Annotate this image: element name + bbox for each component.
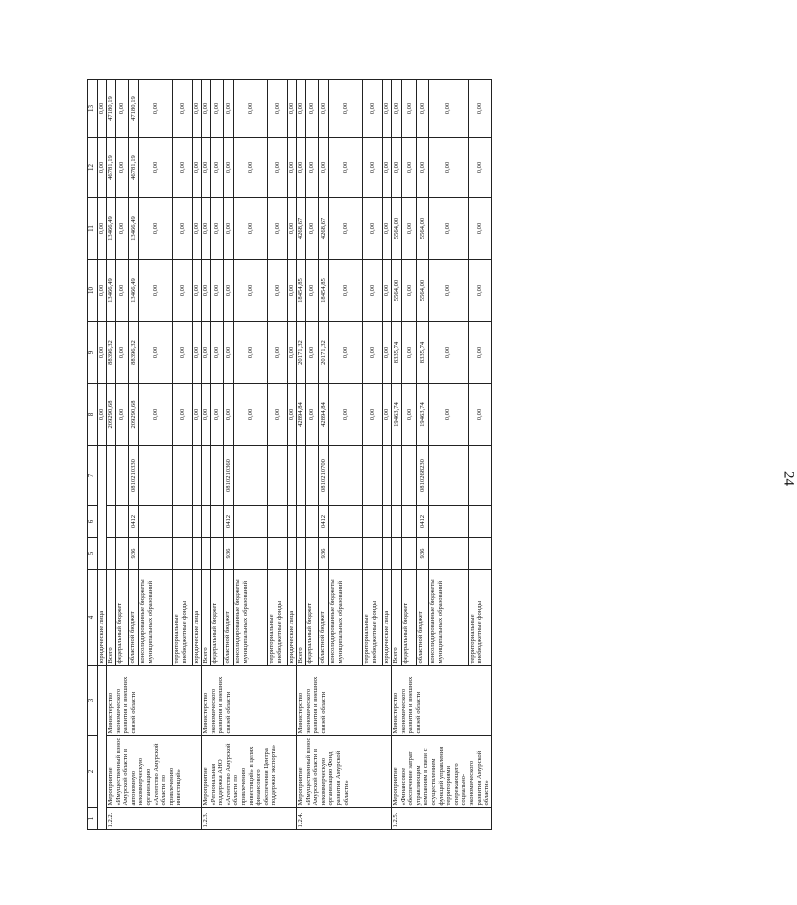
value-cell: 0,00 xyxy=(193,260,202,322)
empty-cell xyxy=(234,506,268,538)
value-cell: 0,00 xyxy=(268,198,288,260)
value-cell: 0,00 xyxy=(429,80,468,138)
empty-cell xyxy=(363,446,383,506)
value-cell: 0,00 xyxy=(402,138,417,198)
column-number: 1 xyxy=(88,808,98,830)
value-cell: 0,00 xyxy=(392,138,402,198)
value-cell: 0,00 xyxy=(468,322,491,384)
empty-cell xyxy=(234,446,268,506)
value-cell: 0,00 xyxy=(383,80,392,138)
value-cell: 0,00 xyxy=(98,322,107,384)
value-cell: 0,00 xyxy=(224,198,234,260)
value-cell: 0,00 xyxy=(468,80,491,138)
value-cell: 20171,32 xyxy=(297,322,306,384)
header-row xyxy=(88,80,98,830)
column-number: 8 xyxy=(88,384,98,446)
empty-cell xyxy=(211,506,224,538)
value-cell: 0,00 xyxy=(329,198,363,260)
empty-cell xyxy=(306,446,319,506)
value-cell: 0,00 xyxy=(468,260,491,322)
csr-code: 0810268230 xyxy=(417,446,429,506)
value-cell: 0,00 xyxy=(116,198,129,260)
empty-cell xyxy=(268,506,288,538)
value-cell: 4268,67 xyxy=(319,198,329,260)
value-cell: 0,00 xyxy=(116,260,129,322)
value-cell: 0,00 xyxy=(383,260,392,322)
value-cell: 47180,19 xyxy=(129,80,139,138)
item-executor: Министерство экономического развития и внешних связей области xyxy=(107,666,202,736)
empty-cell xyxy=(234,538,268,570)
value-cell: 0,00 xyxy=(234,260,268,322)
value-cell: 0,00 xyxy=(268,384,288,446)
value-cell: 0,00 xyxy=(211,384,224,446)
value-cell: 46781,19 xyxy=(107,138,116,198)
item-executor: Министерство экономического развития и внешних связей области xyxy=(297,666,392,736)
value-cell: 0,00 xyxy=(288,138,297,198)
empty-cell xyxy=(288,506,297,538)
empty-cell xyxy=(173,506,193,538)
source-label: консолидированные бюджеты муниципальных образований xyxy=(329,570,363,666)
value-cell: 19463,74 xyxy=(392,384,402,446)
value-cell: 209290,68 xyxy=(129,384,139,446)
value-cell: 0,00 xyxy=(268,322,288,384)
source-label: Всего xyxy=(297,570,306,666)
empty-cell xyxy=(429,506,468,538)
value-cell: 0,00 xyxy=(139,384,173,446)
value-cell: 0,00 xyxy=(173,80,193,138)
column-number: 12 xyxy=(88,138,98,198)
source-label: территориальные внебюджетные фонды xyxy=(173,570,193,666)
value-cell: 0,00 xyxy=(173,260,193,322)
column-number: 4 xyxy=(88,570,98,666)
value-cell: 0,00 xyxy=(288,80,297,138)
value-cell: 0,00 xyxy=(383,138,392,198)
value-cell: 0,00 xyxy=(139,80,173,138)
page-number: 24 xyxy=(780,471,797,486)
value-cell: 5564,00 xyxy=(392,260,402,322)
value-cell: 0,00 xyxy=(329,322,363,384)
value-cell: 5564,00 xyxy=(417,260,429,322)
value-cell: 0,00 xyxy=(234,322,268,384)
value-cell: 0,00 xyxy=(193,138,202,198)
value-cell: 0,00 xyxy=(98,138,107,198)
value-cell: 0,00 xyxy=(224,138,234,198)
value-cell: 0,00 xyxy=(202,322,211,384)
empty-cell xyxy=(139,538,173,570)
value-cell: 0,00 xyxy=(211,138,224,198)
item-number: 1.2.4. xyxy=(297,808,392,830)
value-cell: 0,00 xyxy=(468,138,491,198)
empty-cell xyxy=(392,506,402,538)
item-name: Мероприятие «Имущественный взнос Амурской области в некоммерческую организацию Фонд развития Амурской области» xyxy=(297,736,392,808)
value-cell: 0,00 xyxy=(402,260,417,322)
source-label: федеральный бюджет xyxy=(211,570,224,666)
empty-cell xyxy=(383,506,392,538)
column-number: 7 xyxy=(88,446,98,506)
value-cell: 0,00 xyxy=(329,260,363,322)
value-cell: 0,00 xyxy=(402,322,417,384)
continuation-row xyxy=(98,80,107,830)
value-cell: 0,00 xyxy=(392,80,402,138)
value-cell: 8335,74 xyxy=(392,322,402,384)
empty-cell xyxy=(392,538,402,570)
column-number: 6 xyxy=(88,506,98,538)
empty-cell xyxy=(116,538,129,570)
empty-cell xyxy=(288,538,297,570)
empty-cell xyxy=(306,538,319,570)
value-cell: 0,00 xyxy=(211,260,224,322)
source-label: Всего xyxy=(202,570,211,666)
source-label: территориальные внебюджетные фонды xyxy=(268,570,288,666)
value-cell: 0,00 xyxy=(306,198,319,260)
value-cell: 0,00 xyxy=(234,384,268,446)
empty-cell xyxy=(107,506,116,538)
item-executor: Министерство экономического развития и внешних связей области xyxy=(392,666,492,736)
empty-cell xyxy=(402,506,417,538)
empty-cell xyxy=(468,506,491,538)
empty-cell xyxy=(139,446,173,506)
value-cell: 0,00 xyxy=(98,260,107,322)
empty-cell xyxy=(383,446,392,506)
value-cell: 0,00 xyxy=(363,198,383,260)
value-cell: 0,00 xyxy=(202,384,211,446)
source-label: консолидированные бюджеты муниципальных образований xyxy=(429,570,468,666)
value-cell: 0,00 xyxy=(363,260,383,322)
value-cell: 0,00 xyxy=(139,260,173,322)
column-number: 3 xyxy=(88,666,98,736)
value-cell: 0,00 xyxy=(306,138,319,198)
value-cell: 0,00 xyxy=(363,384,383,446)
item-number: 1.2.5. xyxy=(392,808,492,830)
empty-cell xyxy=(116,446,129,506)
source-label: федеральный бюджет xyxy=(402,570,417,666)
table-row xyxy=(202,80,211,830)
empty-cell xyxy=(402,538,417,570)
value-cell: 0,00 xyxy=(211,322,224,384)
value-cell: 18454,85 xyxy=(319,260,329,322)
value-cell: 0,00 xyxy=(202,198,211,260)
value-cell: 0,00 xyxy=(234,80,268,138)
empty-cell xyxy=(98,446,107,570)
value-cell: 42894,84 xyxy=(297,384,306,446)
empty-cell xyxy=(288,446,297,506)
value-cell: 0,00 xyxy=(268,260,288,322)
value-cell: 0,00 xyxy=(98,198,107,260)
source-label: Всего xyxy=(392,570,402,666)
value-cell: 0,00 xyxy=(417,138,429,198)
empty-cell xyxy=(268,538,288,570)
column-number: 9 xyxy=(88,322,98,384)
value-cell: 4268,67 xyxy=(297,198,306,260)
value-cell: 0,00 xyxy=(429,138,468,198)
value-cell: 0,00 xyxy=(319,138,329,198)
value-cell: 0,00 xyxy=(363,80,383,138)
source-label: юридические лица xyxy=(193,570,202,666)
value-cell: 0,00 xyxy=(417,80,429,138)
value-cell: 0,00 xyxy=(429,384,468,446)
value-cell: 0,00 xyxy=(402,198,417,260)
empty-cell xyxy=(429,446,468,506)
empty-cell xyxy=(211,446,224,506)
empty-cell xyxy=(363,538,383,570)
value-cell: 0,00 xyxy=(268,80,288,138)
source-label: областной бюджет xyxy=(417,570,429,666)
table-row xyxy=(297,80,306,830)
source-label: областной бюджет xyxy=(224,570,234,666)
source-label: областной бюджет xyxy=(319,570,329,666)
empty-cell xyxy=(363,506,383,538)
value-cell: 0,00 xyxy=(383,384,392,446)
value-cell: 0,00 xyxy=(288,198,297,260)
value-cell: 0,00 xyxy=(363,322,383,384)
source-label: юридические лица xyxy=(288,570,297,666)
empty-cell xyxy=(173,446,193,506)
value-cell: 0,00 xyxy=(224,322,234,384)
value-cell: 0,00 xyxy=(139,322,173,384)
value-cell: 0,00 xyxy=(429,198,468,260)
empty-cell xyxy=(173,538,193,570)
empty-cell xyxy=(468,446,491,506)
value-cell: 13466,49 xyxy=(107,198,116,260)
value-cell: 0,00 xyxy=(98,80,107,138)
rzpr-code: 0412 xyxy=(129,506,139,538)
value-cell: 0,00 xyxy=(306,80,319,138)
value-cell: 88396,32 xyxy=(107,322,116,384)
value-cell: 0,00 xyxy=(429,260,468,322)
column-number: 2 xyxy=(88,736,98,808)
value-cell: 0,00 xyxy=(329,138,363,198)
column-number: 13 xyxy=(88,80,98,138)
empty-cell xyxy=(329,506,363,538)
value-cell: 0,00 xyxy=(306,384,319,446)
table-row xyxy=(107,80,116,830)
value-cell: 5564,00 xyxy=(392,198,402,260)
item-number: 1.2.2. xyxy=(107,808,202,830)
value-cell: 0,00 xyxy=(193,80,202,138)
rzpr-code: 0412 xyxy=(417,506,429,538)
value-cell: 0,00 xyxy=(288,260,297,322)
rotated-sheet xyxy=(87,80,607,830)
column-number: 5 xyxy=(88,538,98,570)
value-cell: 0,00 xyxy=(116,322,129,384)
value-cell: 209290,68 xyxy=(107,384,116,446)
source-label: консолидированные бюджеты муниципальных образований xyxy=(234,570,268,666)
csr-code: 0810210700 xyxy=(319,446,329,506)
rzpr-code: 0412 xyxy=(224,506,234,538)
value-cell: 0,00 xyxy=(193,384,202,446)
value-cell: 0,00 xyxy=(468,384,491,446)
value-cell: 0,00 xyxy=(116,138,129,198)
source-label: федеральный бюджет xyxy=(116,570,129,666)
empty-cell xyxy=(107,538,116,570)
value-cell: 0,00 xyxy=(306,260,319,322)
empty-cell xyxy=(306,506,319,538)
value-cell: 0,00 xyxy=(193,198,202,260)
empty-cell xyxy=(468,538,491,570)
value-cell: 0,00 xyxy=(234,198,268,260)
value-cell: 19463,74 xyxy=(417,384,429,446)
value-cell: 0,00 xyxy=(139,138,173,198)
value-cell: 47180,19 xyxy=(107,80,116,138)
item-name: Мероприятие «Региональная поддержка АНО «Агентство Амурской области по привлечению инвестиций» в целях финансового обеспечения Центра поддержки экспорта» xyxy=(202,736,297,808)
empty-cell xyxy=(297,446,306,506)
source-label: консолидированные бюджеты муниципальных образований xyxy=(139,570,173,666)
empty-cell xyxy=(193,506,202,538)
empty-cell xyxy=(297,538,306,570)
grbs-code: 936 xyxy=(319,538,329,570)
value-cell: 0,00 xyxy=(173,198,193,260)
grbs-code: 936 xyxy=(129,538,139,570)
value-cell: 0,00 xyxy=(319,80,329,138)
source-label: областной бюджет xyxy=(129,570,139,666)
grbs-code: 936 xyxy=(224,538,234,570)
value-cell: 0,00 xyxy=(202,138,211,198)
table-row xyxy=(392,80,402,830)
value-cell: 0,00 xyxy=(173,384,193,446)
csr-code: 0810210330 xyxy=(129,446,139,506)
empty-cell xyxy=(139,506,173,538)
source-label: юридические лица xyxy=(383,570,392,666)
empty-cell xyxy=(429,538,468,570)
empty-cell xyxy=(297,506,306,538)
value-cell: 0,00 xyxy=(224,260,234,322)
value-cell: 0,00 xyxy=(224,80,234,138)
value-cell: 0,00 xyxy=(234,138,268,198)
value-cell: 0,00 xyxy=(429,322,468,384)
rzpr-code: 0412 xyxy=(319,506,329,538)
grbs-code: 936 xyxy=(417,538,429,570)
column-number: 11 xyxy=(88,198,98,260)
empty-cell xyxy=(193,538,202,570)
empty-cell xyxy=(202,446,211,506)
value-cell: 0,00 xyxy=(297,138,306,198)
value-cell: 42894,84 xyxy=(319,384,329,446)
empty-cell xyxy=(211,538,224,570)
empty-cell xyxy=(329,446,363,506)
value-cell: 0,00 xyxy=(297,80,306,138)
value-cell: 88396,32 xyxy=(129,322,139,384)
value-cell: 18454,85 xyxy=(297,260,306,322)
value-cell: 13466,49 xyxy=(107,260,116,322)
empty-cell xyxy=(402,446,417,506)
item-number: 1.2.3. xyxy=(202,808,297,830)
empty-cell xyxy=(392,446,402,506)
value-cell: 46781,19 xyxy=(129,138,139,198)
empty-cell xyxy=(202,506,211,538)
value-cell: 0,00 xyxy=(202,80,211,138)
value-cell: 0,00 xyxy=(402,80,417,138)
empty-cell xyxy=(107,446,116,506)
value-cell: 0,00 xyxy=(383,322,392,384)
value-cell: 0,00 xyxy=(98,384,107,446)
value-cell: 13466,49 xyxy=(129,198,139,260)
value-cell: 0,00 xyxy=(383,198,392,260)
column-number: 10 xyxy=(88,260,98,322)
value-cell: 0,00 xyxy=(306,322,319,384)
empty-cell xyxy=(329,538,363,570)
value-cell: 0,00 xyxy=(173,322,193,384)
value-cell: 0,00 xyxy=(116,384,129,446)
value-cell: 0,00 xyxy=(211,198,224,260)
source-label: территориальные внебюджетные фонды xyxy=(468,570,491,666)
value-cell: 8335,74 xyxy=(417,322,429,384)
source-label: федеральный бюджет xyxy=(306,570,319,666)
empty-cell xyxy=(202,538,211,570)
budget-table xyxy=(87,79,492,830)
empty-cell xyxy=(268,446,288,506)
value-cell: 0,00 xyxy=(193,322,202,384)
csr-code: 0810210360 xyxy=(224,446,234,506)
source-label: Всего xyxy=(107,570,116,666)
value-cell: 0,00 xyxy=(211,80,224,138)
item-name: Мероприятие «Финансовое обеспечение затрат управляющим компаниям в связи с осуществлением функций управления территориями опережающего социально-экономического развития Амурской области» xyxy=(392,736,492,808)
value-cell: 0,00 xyxy=(288,322,297,384)
value-cell: 0,00 xyxy=(173,138,193,198)
value-cell: 13466,49 xyxy=(129,260,139,322)
empty-cell xyxy=(193,446,202,506)
source-label: юридические лица xyxy=(98,570,107,666)
value-cell: 0,00 xyxy=(139,198,173,260)
value-cell: 0,00 xyxy=(363,138,383,198)
value-cell: 0,00 xyxy=(468,198,491,260)
value-cell: 0,00 xyxy=(329,80,363,138)
source-label: территориальные внебюджетные фонды xyxy=(363,570,383,666)
value-cell: 0,00 xyxy=(402,384,417,446)
value-cell: 0,00 xyxy=(202,260,211,322)
item-name: Мероприятие «Имущественный взнос Амурской области в автономную некоммерческую организацию «Агентство Амурской области по привлечению инвестиций» xyxy=(107,736,202,808)
value-cell: 0,00 xyxy=(288,384,297,446)
value-cell: 20171,32 xyxy=(319,322,329,384)
empty-cell xyxy=(383,538,392,570)
empty-cell xyxy=(98,666,107,830)
empty-cell xyxy=(116,506,129,538)
value-cell: 0,00 xyxy=(268,138,288,198)
value-cell: 0,00 xyxy=(116,80,129,138)
value-cell: 0,00 xyxy=(329,384,363,446)
item-executor: Министерство экономического развития и внешних связей области xyxy=(202,666,297,736)
value-cell: 5564,00 xyxy=(417,198,429,260)
value-cell: 0,00 xyxy=(224,384,234,446)
